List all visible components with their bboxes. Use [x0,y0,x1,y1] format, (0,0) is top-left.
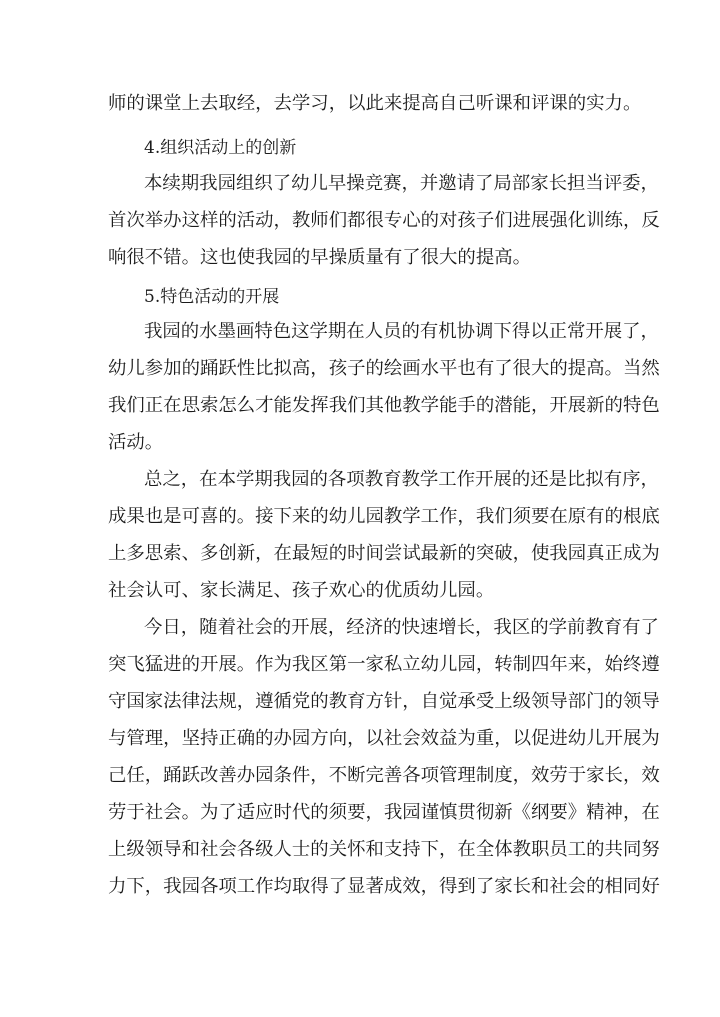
paragraph-line: 社会认可、家长满足、孩子欢心的优质幼儿园。 [108,580,495,601]
paragraph-line: 己任，踊跃改善办园条件，不断完善各项管理制度，效劳于家长，效 [108,765,660,786]
paragraph-line: 幼儿参加的踊跃性比拟高，孩子的绘画水平也有了很大的提高。当然 [108,358,660,379]
paragraph-line: 力下，我园各项工作均取得了显著成效，得到了家长和社会的相同好 [108,876,660,897]
paragraph-line: 成果也是可喜的。接下来的幼儿园教学工作，我们须要在原有的根底 [108,506,660,527]
paragraph-line: 与管理，坚持正确的办园方向，以社会效益为重，以促进幼儿开展为 [108,728,660,749]
paragraph-line: 活动。 [108,432,164,453]
paragraph-line: 劳于社会。为了适应时代的须要，我园谨慎贯彻新《纲要》精神，在 [108,802,660,823]
paragraph-line: 师的课堂上去取经，去学习，以此来提高自己听课和评课的实力。 [108,93,642,114]
paragraph-line: 响很不错。这也使我园的早操质量有了很大的提高。 [108,247,531,268]
paragraph-line: 总之，在本学期我园的各项教育教学工作开展的还是比拟有序， [144,469,659,490]
paragraph-line: 上多思索、多创新，在最短的时间尝试最新的突破，使我园真正成为 [108,543,660,564]
section-heading: 5.特色活动的开展 [144,287,280,307]
paragraph-line: 我园的水墨画特色这学期在人员的有机协调下得以正常开展了， [144,321,659,342]
paragraph-line: 我们正在思索怎么才能发挥我们其他教学能手的潜能，开展新的特色 [108,395,660,416]
paragraph-line: 突飞猛进的开展。作为我区第一家私立幼儿园，转制四年来，始终遵 [108,654,660,675]
paragraph-line: 本续期我园组织了幼儿早操竞赛，并邀请了局部家长担当评委， [144,173,659,194]
section-heading: 4.组织活动上的创新 [144,138,297,158]
paragraph-line: 今日，随着社会的开展，经济的快速增长，我区的学前教育有了 [144,617,659,638]
paragraph-line: 守国家法律法规，遵循党的教育方针，自觉承受上级领导部门的领导 [108,691,660,712]
paragraph-line: 上级领导和社会各级人士的关怀和支持下，在全体教职员工的共同努 [108,839,660,860]
paragraph-line: 首次举办这样的活动，教师们都很专心的对孩子们进展强化训练，反 [108,210,660,231]
